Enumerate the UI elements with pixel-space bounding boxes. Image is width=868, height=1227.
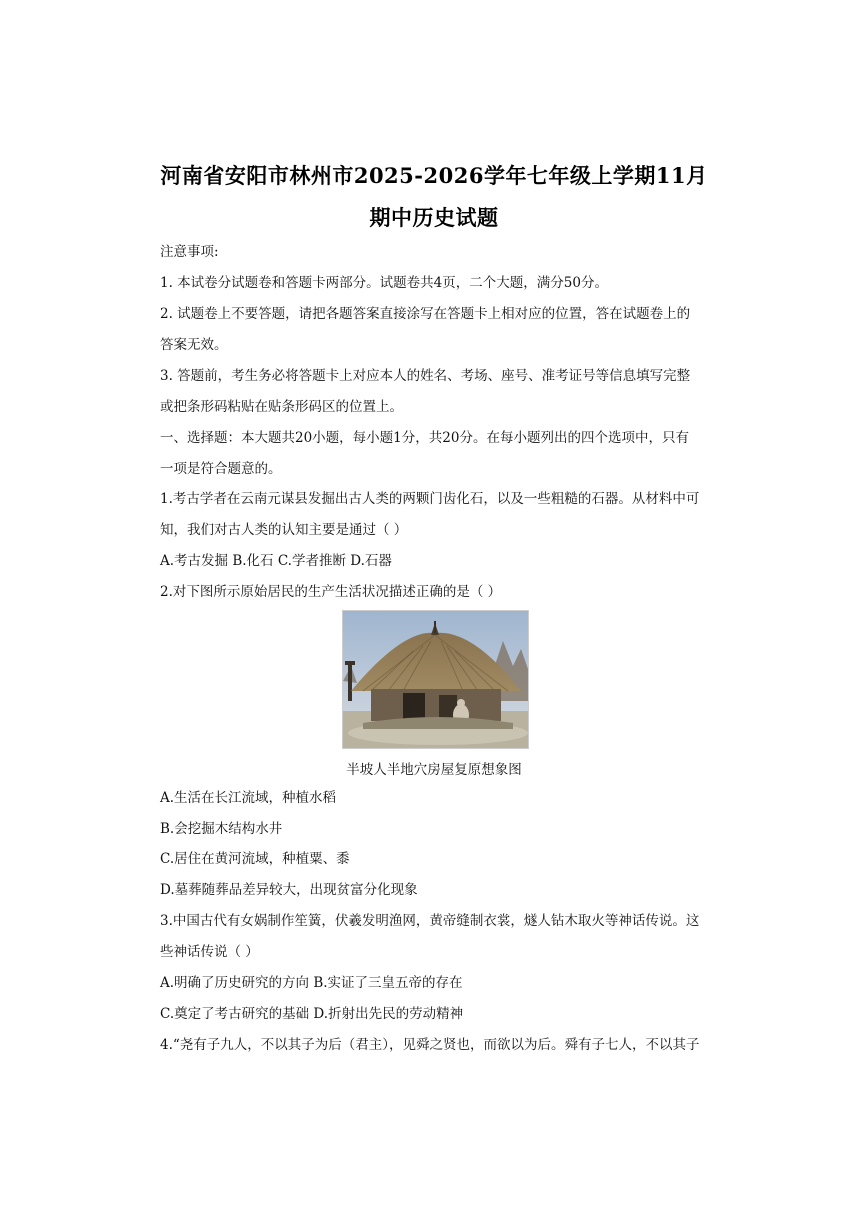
notice-item-3-cont: 或把条形码粘贴在贴条形码区的位置上。	[160, 399, 403, 415]
question-2-stem: 2.对下图所示原始居民的生产生活状况描述正确的是（ ）	[160, 584, 502, 600]
question-2-option-c: C.居住在黄河流域，种植粟、黍	[160, 851, 350, 867]
question-3-options-cd: C.奠定了考古研究的基础 D.折射出先民的劳动精神	[160, 1006, 464, 1022]
question-3-stem: 3.中国古代有女娲制作笙簧，伏羲发明渔网，黄帝缝制衣裳，燧人钻木取火等神话传说。这	[160, 913, 700, 929]
section-heading-cont: 一项是符合题意的。	[160, 461, 282, 477]
question-3-options-ab: A.明确了历史研究的方向 B.实证了三皇五帝的存在	[160, 975, 463, 991]
section-heading: 一、选择题：本大题共20小题，每小题1分，共20分。在每小题列出的四个选项中，只有	[160, 430, 689, 446]
question-2-option-a: A.生活在长江流域，种植水稻	[160, 790, 337, 806]
exam-title-line2: 期中历史试题	[369, 205, 499, 230]
notice-heading: 注意事项:	[160, 244, 219, 260]
notice-item-1: 1. 本试卷分试题卷和答题卡两部分。试题卷共4页，二个大题，满分50分。	[160, 275, 608, 291]
notice-item-2: 2. 试题卷上不要答题，请把各题答案直接涂写在答题卡上相对应的位置，答在试题卷上的	[160, 306, 691, 322]
notice-item-3: 3. 答题前，考生务必将答题卡上对应本人的姓名、考场、座号、准考证号等信息填写完整	[160, 368, 691, 384]
question-1-stem-cont: 知，我们对古人类的认知主要是通过（ ）	[160, 522, 408, 538]
question-4-stem: 4.“尧有子九人，不以其子为后（君主），见舜之贤也，而欲以为后。舜有子七人，不以其子	[160, 1037, 700, 1053]
question-2-option-b: B.会挖掘木结构水井	[160, 821, 283, 837]
question-1-options: A.考古发掘 B.化石 C.学者推断 D.石器	[160, 553, 392, 569]
banpo-hut-illustration	[342, 610, 529, 749]
notice-item-2-cont: 答案无效。	[160, 337, 228, 353]
question-3-stem-cont: 些神话传说（ ）	[160, 944, 259, 960]
figure-caption: 半坡人半地穴房屋复原想象图	[346, 762, 522, 778]
question-2-option-d: D.墓葬随葬品差异较大，出现贫富分化现象	[160, 882, 418, 898]
question-1-stem: 1.考古学者在云南元谋县发掘出古人类的两颗门齿化石，以及一些粗糙的石器。从材料中可	[160, 491, 700, 507]
exam-title-line1: 河南省安阳市林州市2025-2026学年七年级上学期11月	[160, 163, 708, 188]
